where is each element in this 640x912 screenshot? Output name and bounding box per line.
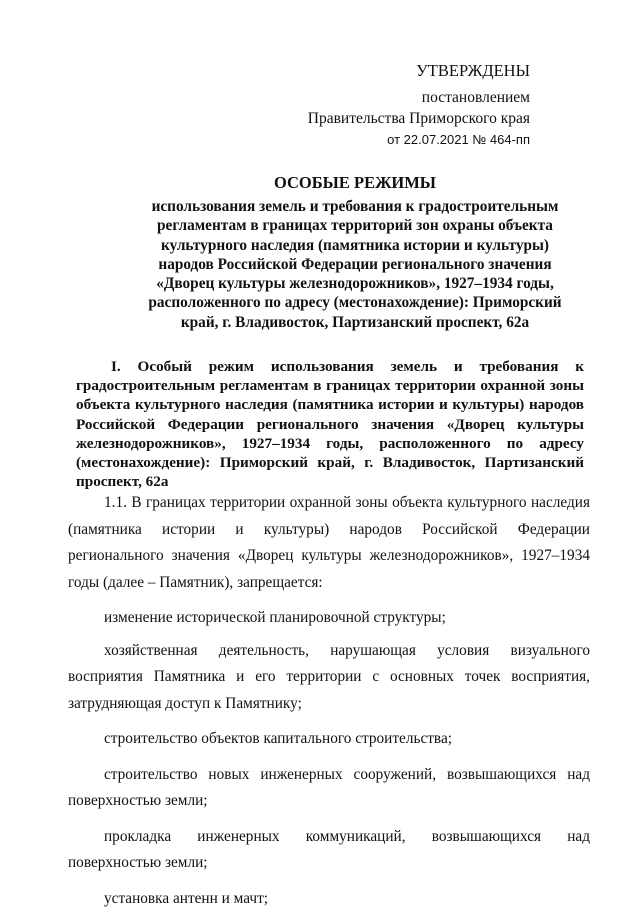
document-subtitle [100,197,610,332]
approval-line-1: постановлением [308,87,530,108]
document-title-block [100,173,610,332]
list-item: изменение исторической планировочной структуры; [68,605,590,632]
approval-heading: УТВЕРЖДЕНЫ [308,60,530,81]
subtitle-line: культурного наследия (памятника истории и культуры) [100,236,610,255]
document-title: ОСОБЫЕ РЕЖИМЫ [100,173,610,193]
paragraph-1-1: 1.1. В границах территории охранной зоны объекта культурного наследия (памятника истории и культуры) народов Российской Федерации регионального значения «Дворец культуры железнодорожников», 1927–1934 годы (далее – Памятник), запрещается: [68,490,590,596]
approval-date-line: от 22.07.2021 № 464-пп [308,129,530,150]
subtitle-line: расположенного по адресу (местонахождение): Приморский [100,293,610,312]
subtitle-line: народов Российской Федерации регионального значения [100,255,610,274]
section-heading [76,357,584,491]
list-item: хозяйственная деятельность, нарушающая условия визуального восприятия Памятника и его территории с основных точек восприятия, затрудняющая доступ к Памятнику; [68,638,590,718]
subtitle-line: край, г. Владивосток, Партизанский проспект, 62а [100,313,610,332]
subtitle-line: «Дворец культуры железнодорожников», 1927–1934 годы, [100,274,610,293]
approval-block [308,60,530,150]
document-body [68,490,590,912]
list-item: строительство новых инженерных сооружений, возвышающихся над поверхностью земли; [68,762,590,815]
subtitle-line: использования земель и требования к градостроительным [100,197,610,216]
subtitle-line: регламентам в границах территорий зон охраны объекта [100,216,610,235]
approval-line-2: Правительства Приморского края [308,108,530,129]
section-heading-text: I. Особый режим использования земель и требования к градостроительным регламентам в границах территории охранной зоны объекта культурного наследия (памятника истории и культуры) народов Российской Федерации регионального значения «Дворец культуры железнодорожников», 1927–1934 годы, расположенного по адресу (местонахождение): Приморский край, г. Владивосток, Партизанский проспект, 62а [76,357,584,491]
list-item: строительство объектов капитального строительства; [68,726,590,753]
list-item: прокладка инженерных коммуникаций, возвышающихся над поверхностью земли; [68,824,590,877]
list-item: установка антенн и мачт; [68,886,590,912]
